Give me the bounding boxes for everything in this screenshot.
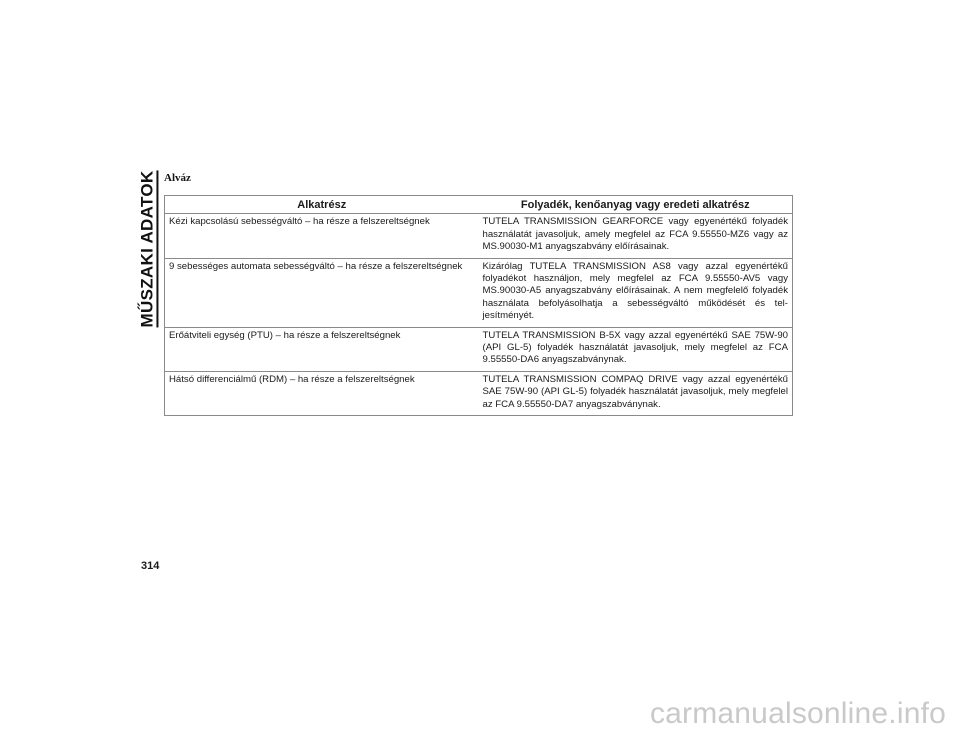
table-header-row bbox=[165, 196, 793, 214]
fluids-table bbox=[164, 195, 793, 416]
cell-fluid: TUTELA TRANSMISSION B-5X vagy azzal egyenértékű SAE 75W-90 (API GL-5) folyadék használatát javasoljuk, mely megfelel az FCA 9.55550-DA6 anyagszabványnak. bbox=[479, 327, 793, 371]
cell-fluid: Kizárólag TUTELA TRANSMISSION AS8 vagy azzal egyenértékű folyadékot használjon, mely megfelel az FCA 9.55550-AV5 vagy MS.90030-A5 anyagszabvány előírásainak. A nem megfelelő folyadék használata befolyásolhatja a sebességváltó működését és teljesítményét. bbox=[479, 258, 793, 327]
cell-part: 9 sebességes automata sebességváltó – ha része a felszereltségnek bbox=[165, 258, 479, 327]
table-row bbox=[165, 371, 793, 415]
cell-part: Hátsó differenciálmű (RDM) – ha része a felszereltségnek bbox=[165, 371, 479, 415]
cell-fluid: TUTELA TRANSMISSION COMPAQ DRIVE vagy azzal egyenértékű SAE 75W-90 (API GL-5) folyadék használatát javasoljuk, mely megfelel az FCA 9.55550-DA7 anyagszabványnak. bbox=[479, 371, 793, 415]
page-number: 314 bbox=[141, 560, 160, 572]
cell-fluid: TUTELA TRANSMISSION GEARFORCE vagy egyenértékű folyadék használatát javasoljuk, amely megfelel az FCA 9.55550-MZ6 vagy az MS.90030-M1 anyagszabvány előírásainak. bbox=[479, 214, 793, 258]
chapter-tab-label: MŰSZAKI ADATOK bbox=[137, 170, 157, 328]
table-row bbox=[165, 327, 793, 371]
table-row bbox=[165, 258, 793, 327]
cell-part: Kézi kapcsolású sebességváltó – ha része a felszereltségnek bbox=[165, 214, 479, 258]
chapter-side-tab bbox=[137, 168, 159, 330]
table-row bbox=[165, 214, 793, 258]
header-fluid: Folyadék, kenőanyag vagy eredeti alkatrész bbox=[479, 196, 793, 214]
cell-part: Erőátviteli egység (PTU) – ha része a felszereltségnek bbox=[165, 327, 479, 371]
section-title: Alváz bbox=[164, 172, 191, 184]
watermark-text: carmanualsonline.info bbox=[649, 697, 946, 730]
header-part: Alkatrész bbox=[165, 196, 479, 214]
